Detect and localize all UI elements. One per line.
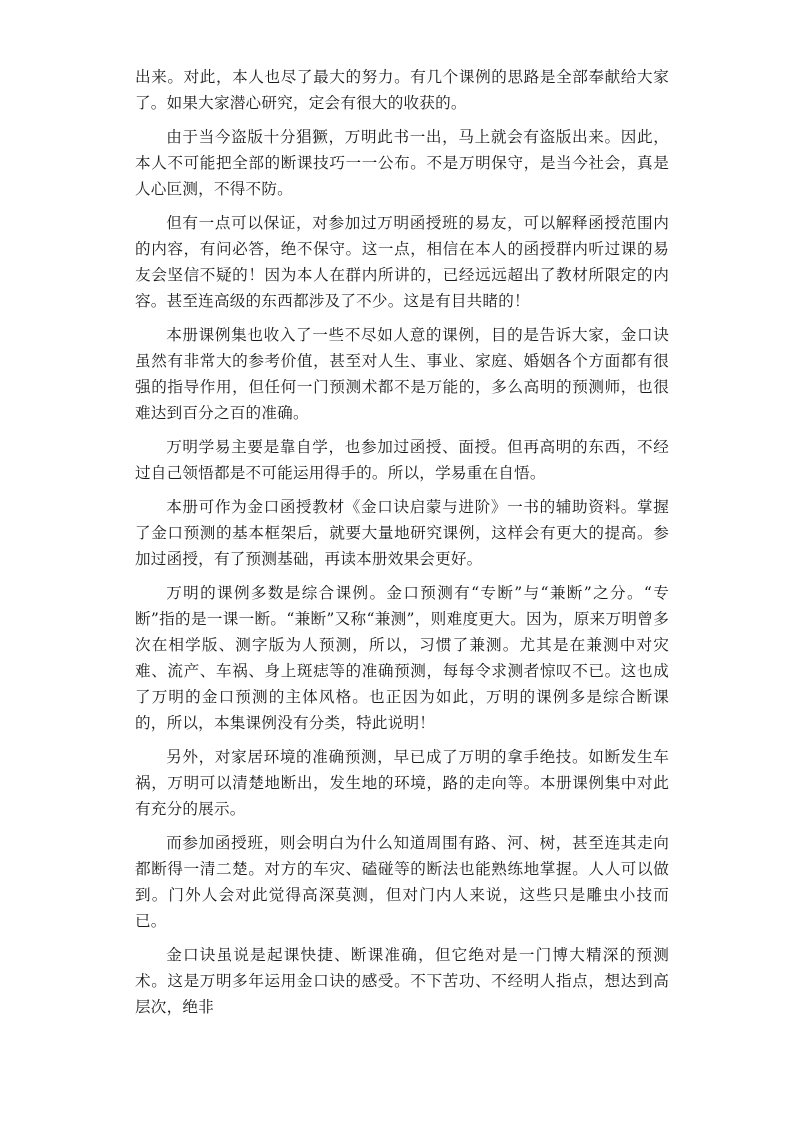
paragraph: 而参加函授班，则会明白为什么知道周围有路、河、树，甚至连其走向都断得一清二楚。对方的车灾、磕碰等的断法也能熟练地掌握。人人可以做到。门外人会对此觉得高深莫测，但对门内人来说，这些只是雕虫小技而已。	[135, 834, 669, 930]
body-text	[135, 64, 669, 1028]
paragraph: 另外，对家居环境的准确预测，早已成了万明的拿手绝技。如断发生车祸，万明可以清楚地断出，发生地的环境，路的走向等。本册课例集中对此有充分的展示。	[135, 748, 669, 818]
paragraph: 本册可作为金口函授教材《金口诀启蒙与进阶》一书的辅助资料。掌握了金口预测的基本框架后，就要大量地研究课例，这样会有更大的提高。参加过函授，有了预测基础，再读本册效果会更好。	[135, 498, 669, 568]
paragraph: 出来。对此，本人也尽了最大的努力。有几个课例的思路是全部奉献给大家了。如果大家潜心研究，定会有很大的收获的。	[135, 68, 669, 112]
paragraph: 万明的课例多数是综合课例。金口预测有“专断”与“兼断”之分。“专断”指的是一课一断。“兼断”又称“兼测”，则难度更大。因为，原来万明曾多次在相学版、测字版为人预测，所以，习惯了兼测。尤其是在兼测中对灾难、流产、车祸、身上斑痣等的准确预测，每每令求测者惊叹不已。这也成了万明的金口预测的主体风格。也正因为如此，万明的课例多是综合断课的，所以，本集课例没有分类，特此说明！	[135, 584, 669, 732]
paragraph: 本册课例集也收入了一些不尽如人意的课例，目的是告诉大家，金口诀虽然有非常大的参考价值，甚至对人生、事业、家庭、婚姻各个方面都有很强的指导作用，但任何一门预测术都不是万能的，多么高明的预测师，也很难达到百分之百的准确。	[135, 326, 669, 422]
paragraph: 金口诀虽说是起课快捷、断课准确，但它绝对是一门博大精深的预测术。这是万明多年运用金口诀的感受。不下苦功、不经明人指点，想达到高层次，绝非	[135, 946, 669, 1016]
paragraph: 由于当今盗版十分猖獗，万明此书一出，马上就会有盗版出来。因此，本人不可能把全部的断课技巧一一公布。不是万明保守，是当今社会，真是人心叵测，不得不防。	[135, 128, 669, 198]
paragraph: 但有一点可以保证，对参加过万明函授班的易友，可以解释函授范围内的内容，有问必答，绝不保守。这一点，相信在本人的函授群内听过课的易友会坚信不疑的！因为本人在群内所讲的，已经远远超出了教材所限定的内容。甚至连高级的东西都涉及了不少。这是有目共睹的！	[135, 214, 669, 310]
paragraph: 万明学易主要是靠自学，也参加过函授、面授。但再高明的东西，不经过自己领悟都是不可能运用得手的。所以，学易重在自悟。	[135, 438, 669, 482]
